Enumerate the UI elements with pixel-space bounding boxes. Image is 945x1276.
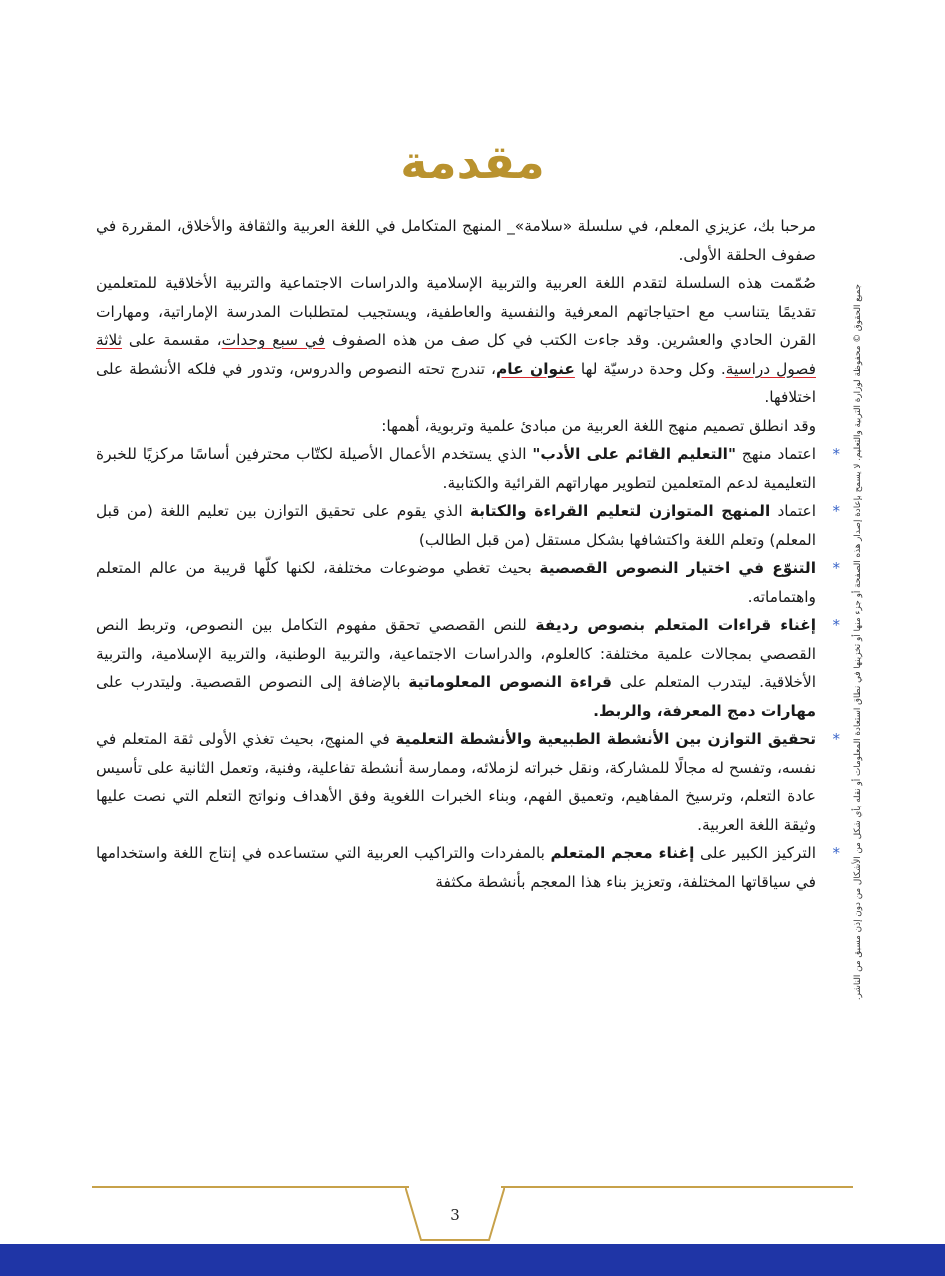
list-item <box>96 839 840 896</box>
list-item <box>96 497 840 554</box>
list-item-bold-1: التنوّع في اختيار النصوص القصصية <box>539 559 816 577</box>
list-item-text-a: اعتماد منهج <box>735 445 816 463</box>
intro-p2-text-b: ، مقسمة على <box>122 331 222 349</box>
page-number: 3 <box>450 1206 460 1224</box>
list-item-bold-1: المنهج المتوازن لتعليم القراءة والكتابة <box>469 502 771 520</box>
list-item-bold-1: إغناء قراءات المتعلم بنصوص رديفة <box>535 616 816 634</box>
list-item-text-a: اعتماد <box>770 502 816 520</box>
list-item-bold-1: "التعليم القائم على الأدب" <box>532 445 736 463</box>
footer-rule-right <box>501 1186 853 1188</box>
asterisk-bullet-icon: * <box>832 502 840 520</box>
list-item-bold-2: قراءة النصوص المعلوماتية <box>408 673 613 691</box>
list-item-text-c: للنص القصصي تحقق مفهوم التكامل بين النصوص، وتربط النص القصصي بمجالات علمية مختلفة: كالعلوم، والدراسات الاجتماعية، والتربية الوطنية، والتربية الإسلامية، والتربية الأخلاقية. ليتدرب المتعلم على <box>96 616 816 691</box>
list-item-text-c: بالمفردات والتراكيب العربية التي ستساعده في إنتاج اللغة واستخدامها في سياقاتها المختلفة، وتعزيز بناء هذا المعجم بأنشطة مكثفة <box>96 844 816 891</box>
semesters-highlight: ثلاثة فصول دراسية <box>96 331 816 378</box>
list-item <box>96 440 840 497</box>
bottom-color-band <box>0 1244 945 1276</box>
list-item-bold-1: تحقيق التوازن بين الأنشطة الطبيعية والأنشطة التعلمية <box>395 730 816 748</box>
intro-p2-text-a: صُمّمت هذه السلسلة لتقدم اللغة العربية والتربية الإسلامية والدراسات الاجتماعية والتربية الأخلاقية للمتعلمين تقديمًا يتناسب مع احتياجاتهم المعرفية والنفسية والعاطفية، ويستجيب لمتطلبات المدرسة الإماراتية، ومهارات القرن الحادي والعشرين. وقد جاءت الكتب في كل صف من هذه الصفوف <box>96 274 816 349</box>
intro-paragraph-3: وقد انطلق تصميم منهج اللغة العربية من مبادئ علمية وتربوية، أهمها: <box>381 416 816 435</box>
list-item-bold-3: مهارات دمج المعرفة، والربط. <box>593 701 816 720</box>
asterisk-bullet-icon: * <box>832 730 840 748</box>
intro-paragraph-1: مرحبا بك، عزيزي المعلم، في سلسلة «سلامة»_ المنهج المتكامل في اللغة العربية والثقافة والأخلاق، المقررة في صفوف الحلقة الأولى. <box>96 217 816 264</box>
list-item-text-c: الذي يستخدم الأعمال الأصيلة لكتّاب محترفين أساسًا مركزيًا للخبرة التعليمية لدعم المتعلمين لتطوير مهاراتهم القرائية والكتابية. <box>96 445 816 492</box>
asterisk-bullet-icon: * <box>832 559 840 577</box>
list-item-bold-1: إغناء معجم المتعلم <box>550 844 695 862</box>
list-item-text-d: بالإضافة إلى النصوص القصصية. وليتدرب على <box>96 673 409 691</box>
general-title-highlight: عنوان عام <box>496 359 575 378</box>
list-item-text-c: الذي يقوم على تحقيق التوازن بين تعليم اللغة (من قبل المعلم) وتعلم اللغة واكتشافها بشكل مستقل (من قبل الطالب) <box>96 502 816 549</box>
asterisk-bullet-icon: * <box>832 445 840 463</box>
intro-p2-text-c: . وكل وحدة درسيّة لها <box>574 359 726 378</box>
units-highlight: في سبع وحدات <box>221 331 326 349</box>
footer-rule-left <box>92 1186 409 1188</box>
list-item-text-a: التركيز الكبير على <box>694 844 816 862</box>
page-title: مقدمة <box>400 135 545 189</box>
copyright-notice: جميع الحقوق © محفوظة لوزارة التربية والتعليم. لا يسمح بإعادة إصدار هذه الصفحة أو جزء منها أو تخزينها في نطاق استعادة المعلومات أو نقله بأي شكل من الأشكال من دون إذن مسبق من الناشر. <box>853 283 863 1001</box>
list-item <box>96 554 840 611</box>
intro-paragraph-2 <box>96 269 816 412</box>
list-item <box>96 611 840 725</box>
asterisk-bullet-icon: * <box>832 616 840 634</box>
asterisk-bullet-icon: * <box>832 844 840 862</box>
main-content <box>96 212 840 896</box>
list-item-text-c: بحيث تغطي موضوعات مختلفة، لكنها كلّها قريبة من عالم المتعلم واهتماماته. <box>96 559 816 606</box>
list-item-text-c: في المنهج، بحيث تغذي الأولى ثقة المتعلم في نفسه، وتفسح له مجالًا للمشاركة، ونقل خبراته لزملائه، وممارسة أنشطة تفاعلية، وفنية، وتعمل الثانية على تأسيس عادة التعلم، وترسيخ المفاهيم، وتعميق الفهم، وبناء الخبرات اللغوية وفق الأهداف ونواتج التعلم التي نصت عليها وثيقة اللغة العربية. <box>96 730 816 834</box>
intro-p2-text-d: ، تندرج تحته النصوص والدروس، وتدور في فلكه الأنشطة على اختلافها. <box>96 359 816 406</box>
principles-list <box>96 440 840 896</box>
list-item <box>96 725 840 839</box>
